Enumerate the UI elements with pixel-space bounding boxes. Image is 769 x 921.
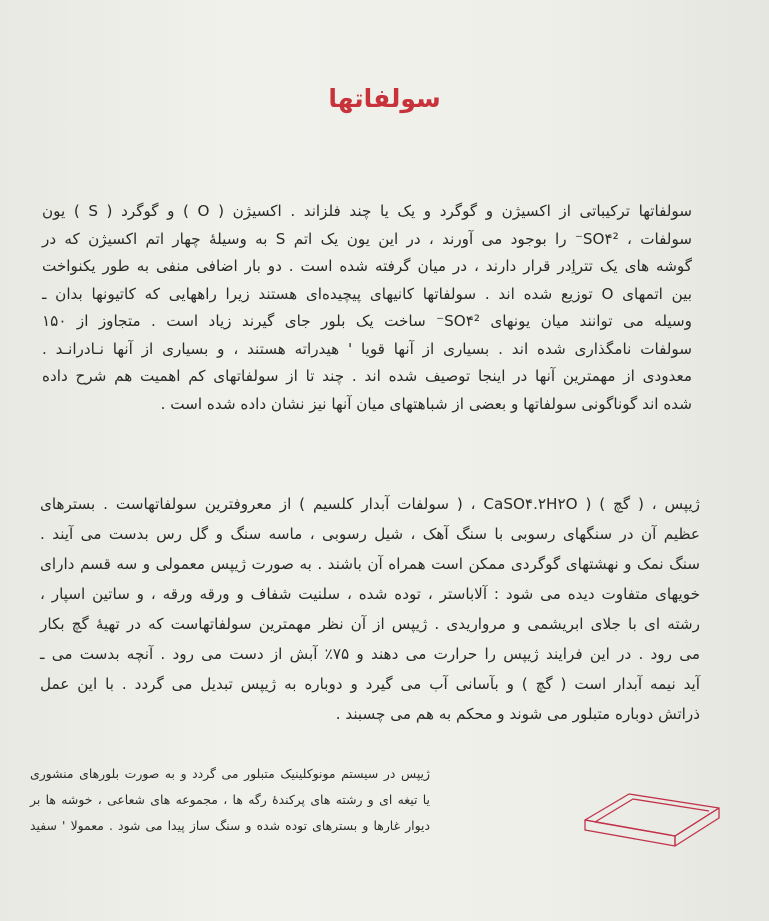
text-line: معدودی از مهمترین آنها در اینجا توصیف شده اند . چند تا از سولفاتهای کم اهمیت هم شرح داده (42, 367, 692, 385)
text-line: ژیپس در سیستم مونوکلینیک متبلور می گردد و به صورت بلورهای منشوری (30, 766, 430, 781)
text-line: سولفات ، SO۴²⁻ را بوجود می آورند ، در این یون یک اتم S به وسیلهٔ چهار اتم اکسیژن که در (42, 229, 693, 248)
text-line: می رود . در این فرایند ژیپس را حرارت می دهند و ۷۵٪ آبش از دست می رود . آنچه بدست می ـ (40, 645, 700, 663)
text-line: ذراتش دوباره متبلور می شوند و محکم به هم می چسبند . (335, 705, 700, 723)
paragraph-sulfates-intro (42, 198, 692, 418)
page-title: سولفاتها (328, 84, 441, 113)
text-line: بین اتمهای O توزیع شده اند . سولفاتها کانیهای پیچیده‌ای هستند زیرا راههایی که کاتیونها بدان ـ (42, 284, 692, 303)
text-line: سولفاتها ترکیباتی از اکسیژن و گوگرد و یک یا چند فلزاند . اکسیژن ( O ) و گوگرد ( S ) یون (42, 202, 692, 220)
text-line: یا تیغه ای و رشته های پرکندهٔ رگه ها ، مجموعه های شعاعی ، خوشه ها بر (30, 792, 430, 807)
text-line: گوشه های یک تتراِدر قرار دارند ، در میان گرفته شده است . دو بار اضافی منفی به طور یکنواخت (42, 257, 692, 275)
text-line: دیوار غارها و بسترهای توده شده و سنگ ساز پیدا می شود . معمولا ' سفید (30, 818, 430, 833)
text-line: رشته ای با جلای ابریشمی و مرواریدی . ژیپس از آن نظر مهمترین سولفاتهاست که در تهیهٔ گچ بکار (40, 615, 700, 633)
text-line: عظیم آن در سنگهای رسوبی با سنگ آهک ، شیل رسوبی ، ماسه سنگ و گل رس بدست می آیند . (40, 525, 700, 543)
gypsum-crystal-icon (577, 782, 727, 852)
paragraph-gypsum (40, 489, 700, 729)
text-line: شده اند گوناگونی سولفاتها و بعضی از شباهتهای میان آنها نیز نشان داده شده است . (160, 394, 692, 413)
text-line: سنگ نمک و نهشتهای گوگردی ممکن است همراه آن باشند . به صورت ژیپس معمولی و سه قسم دارای (40, 555, 700, 573)
text-line: ژیپس ، ( گچ ) ( CaSO۴.۲H۲O ، ( سولفات آبدار کلسیم ) از معروفترین سولفاتهاست . بسترهای (40, 495, 701, 513)
text-line: آید نیمه آبدار است ( گچ ) و بآسانی آب می گیرد و دوباره به ژیپس تبدیل می گردد . با این عمل (40, 675, 700, 693)
text-line: خویهای متفاوت دیده می شود : آلاباستر ، توده شده ، سلنیت شفاف و ورقه ورقه ، و ساتین اسپار ، (40, 585, 700, 603)
text-line: وسیله می توانند میان یونهای SO۴²⁻ ساخت یک بلور جای گیرند زیاد است . متجاوز از ۱۵۰ (42, 312, 692, 330)
paragraph-gypsum-crystal (30, 761, 430, 839)
text-line: سولفات نامگذاری شده اند . بسیاری از آنها قویا ' هیدراته هستند ، و بسیاری از آنها نـادرانـد . (42, 339, 692, 358)
